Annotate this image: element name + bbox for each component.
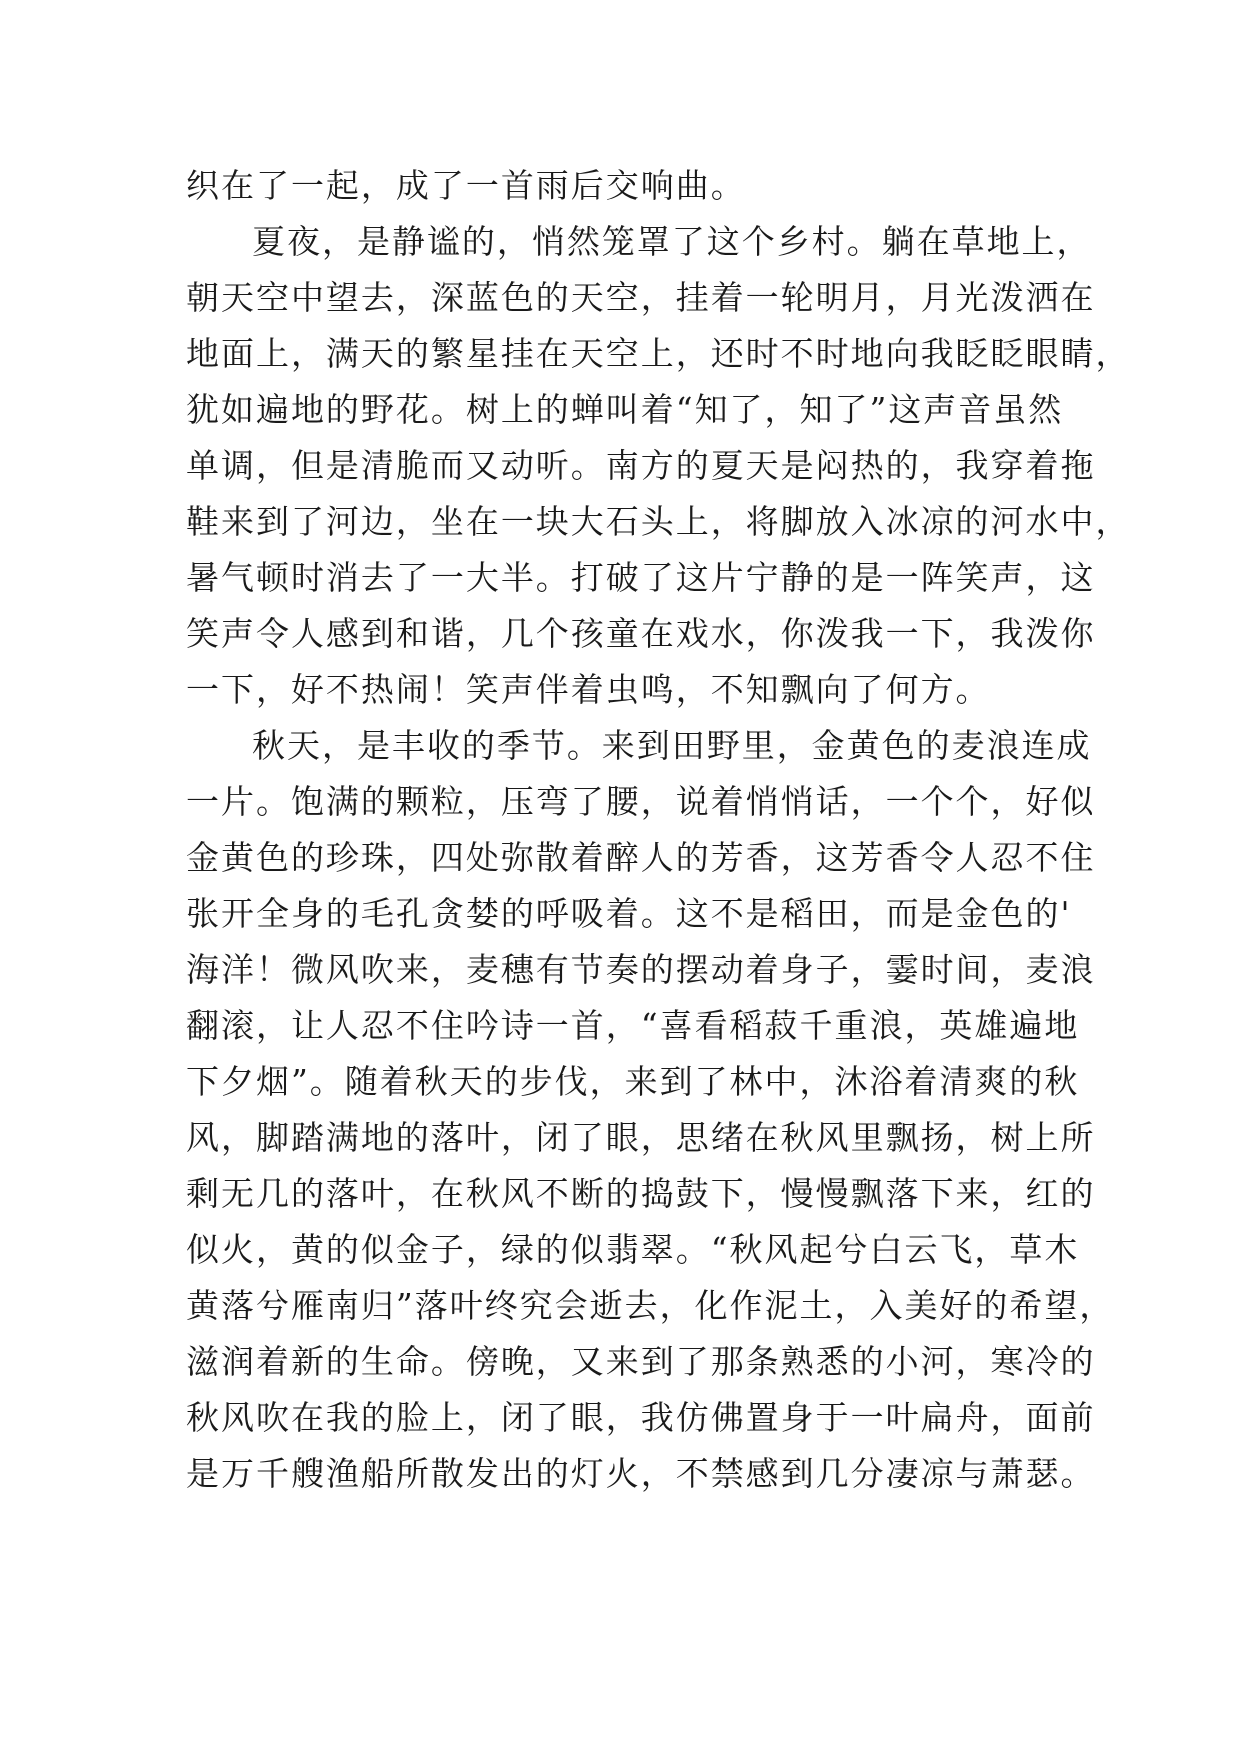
- text-line: 金黄色的珍珠，四处弥散着醉人的芳香，这芳香令人忍不住: [186, 838, 1096, 877]
- paragraph-start-line: 秋天，是丰收的季节。来到田野里，金黄色的麦浪连成: [252, 726, 1092, 765]
- text-line: 风，脚踏满地的落叶，闭了眼，思绪在秋风里飘扬，树上所: [186, 1118, 1096, 1157]
- text-line: 笑声令人感到和谐，几个孩童在戏水，你泼我一下，我泼你: [186, 614, 1096, 653]
- text-line: 翻滚，让人忍不住吟诗一首，“喜看稻菽千重浪，英雄遍地: [186, 1006, 1080, 1045]
- text-line: 单调，但是清脆而又动听。南方的夏天是闷热的，我穿着拖: [186, 446, 1096, 485]
- text-line: 黄落兮雁南归”落叶终究会逝去，化作泥土，入美好的希望，: [186, 1286, 1115, 1325]
- text-line: 地面上，满天的繁星挂在天空上，还时不时地向我眨眨眼睛，: [186, 334, 1131, 373]
- body-text: [186, 158, 1131, 1502]
- paragraph-start-line: 夏夜，是静谧的，悄然笼罩了这个乡村。躺在草地上，: [252, 222, 1092, 261]
- text-line: 朝天空中望去，深蓝色的天空，挂着一轮明月，月光泼洒在: [186, 278, 1096, 317]
- text-line: 一片。饱满的颗粒，压弯了腰，说着悄悄话，一个个，好似: [186, 782, 1096, 821]
- text-line: 下夕烟”。随着秋天的步伐，来到了林中，沐浴着清爽的秋: [186, 1062, 1080, 1101]
- text-line: 犹如遍地的野花。树上的蝉叫着“知了，知了”这声音虽然: [186, 390, 1064, 429]
- text-line: 鞋来到了河边，坐在一块大石头上，将脚放入冰凉的河水中，: [186, 502, 1131, 541]
- text-line: 秋风吹在我的脸上，闭了眼，我仿佛置身于一叶扁舟，面前: [186, 1398, 1096, 1437]
- text-line: 暑气顿时消去了一大半。打破了这片宁静的是一阵笑声，这: [186, 558, 1096, 597]
- text-line: 一下，好不热闹！笑声伴着虫鸣，不知飘向了何方。: [186, 670, 991, 709]
- text-line: 是万千艘渔船所散发出的灯火，不禁感到几分凄凉与萧瑟。: [186, 1454, 1096, 1493]
- text-line: 滋润着新的生命。傍晚，又来到了那条熟悉的小河，寒冷的: [186, 1342, 1096, 1381]
- text-line: 张开全身的毛孔贪婪的呼吸着。这不是稻田，而是金色的': [186, 894, 1072, 933]
- text-line: 织在了一起，成了一首雨后交响曲。: [186, 166, 746, 205]
- text-line: 海洋！微风吹来，麦穗有节奏的摆动着身子，霎时间，麦浪: [186, 950, 1096, 989]
- text-line: 似火，黄的似金子，绿的似翡翠。“秋风起兮白云飞，草木: [186, 1230, 1080, 1269]
- text-line: 剩无几的落叶，在秋风不断的捣鼓下，慢慢飘落下来，红的: [186, 1174, 1096, 1213]
